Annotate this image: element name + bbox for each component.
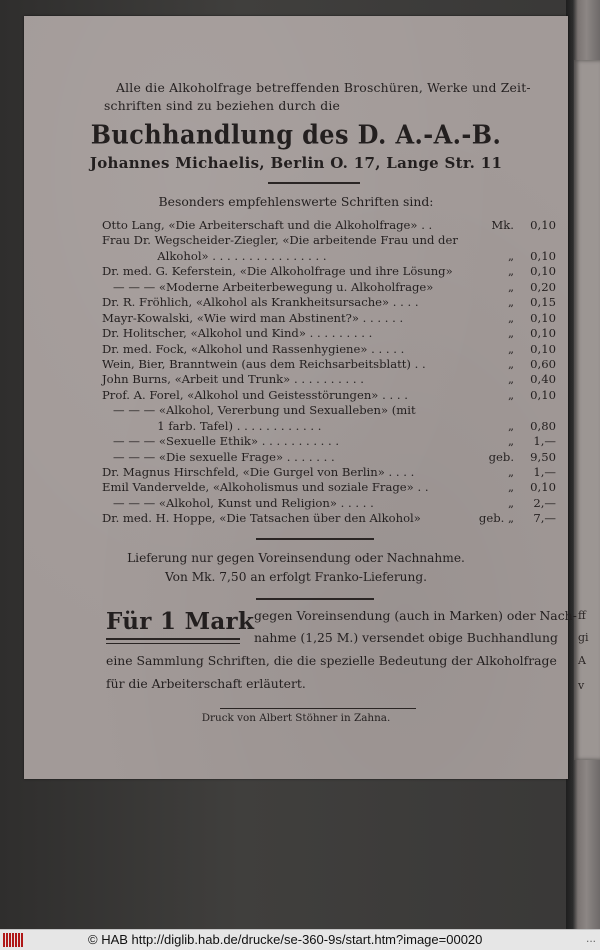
entry-title: — — — «Moderne Arbeiterbewegung u. Alkoholfrage» (102, 279, 434, 294)
entry-price: 0,15 (530, 295, 556, 310)
entry-ditto: „ (507, 264, 514, 279)
entry-title: Emil Vandervelde, «Alkoholismus und soziale Frage» . . (102, 480, 429, 495)
entry-ditto: „ (507, 434, 514, 449)
divider-rule (256, 598, 374, 600)
list-item (102, 465, 558, 480)
entry-ditto: Mk. (491, 218, 514, 232)
list-item (102, 295, 558, 310)
footer-more[interactable]: ... (585, 931, 596, 945)
list-item (102, 249, 558, 264)
entry-price: 0,10 (530, 310, 556, 325)
entry-title: Prof. A. Forel, «Alkohol und Geistesstörungen» . . . . (102, 387, 408, 402)
promo-line-3: eine Sammlung Schriften, die die spezielle Bedeutung der Alkoholfrage (106, 653, 557, 668)
entry-price: 0,40 (530, 372, 556, 387)
entry-title: — — — «Alkohol, Vererbung und Sexualleben» (mit (102, 403, 416, 418)
divider-rule (256, 538, 374, 540)
divider-rule (268, 182, 360, 184)
entry-title: 1 farb. Tafel) . . . . . . . . . . . . (102, 418, 322, 433)
entry-price: 0,10 (530, 341, 556, 356)
entry-title: Mayr-Kowalski, «Wie wird man Abstinent?» . . . . . . (102, 310, 404, 325)
entry-title: Dr. Magnus Hirschfeld, «Die Gurgel von Berlin» . . . . (102, 465, 415, 479)
promo-underline (106, 638, 240, 640)
edge-fragment: gi (578, 631, 589, 644)
entry-title: Wein, Bier, Branntwein (aus dem Reichsarbeitsblatt) . . (102, 356, 426, 371)
entry-price: 0,10 (530, 480, 556, 495)
list-item (102, 233, 558, 248)
list-item (102, 372, 558, 387)
promo-line-2: nahme (1,25 M.) versendet obige Buchhandlung (254, 630, 558, 645)
intro-line-1: Alle die Alkoholfrage betreffenden Broschüren, Werke und Zeit- (116, 80, 531, 95)
adjacent-page-edge (566, 0, 600, 929)
entry-ditto: geb. (488, 449, 514, 464)
hab-logo-icon (3, 933, 23, 947)
list-item (102, 480, 558, 495)
printer-imprint: Druck von Albert Stöhner in Zahna. (201, 712, 391, 724)
entry-ditto: „ (507, 295, 514, 310)
viewer-footer (0, 929, 600, 950)
entry-price: 1,— (533, 434, 556, 449)
entry-title: John Burns, «Arbeit und Trunk» . . . . . . . . . . (102, 372, 364, 387)
list-item (102, 511, 558, 526)
promo-line-4: für die Arbeiterschaft erläutert. (106, 676, 306, 691)
edge-fragment: v (578, 679, 585, 692)
entry-price: 0,20 (530, 279, 556, 294)
list-item (102, 311, 558, 326)
entry-ditto: „ (507, 248, 514, 263)
entry-title: — — — «Sexuelle Ethik» . . . . . . . . . . . (102, 434, 340, 449)
delivery-line-2: Von Mk. 7,50 an erfolgt Franko-Lieferung. (164, 570, 428, 584)
entry-price: 1,— (533, 465, 556, 479)
intro-line-2: schriften sind zu beziehen durch die (104, 98, 341, 113)
entry-price: 0,80 (530, 418, 556, 433)
list-item (102, 403, 558, 418)
footer-source-link[interactable]: © HAB http://diglib.hab.de/drucke/se-360-9s/start.htm?image=00020 (88, 932, 483, 947)
list-item (102, 388, 558, 403)
entry-ditto: „ (507, 326, 514, 341)
entry-title: Frau Dr. Wegscheider-Ziegler, «Die arbeitende Frau und der (102, 233, 458, 248)
entry-price: 7,— (533, 511, 556, 526)
edge-fragment: ff (578, 609, 586, 622)
entry-price: 9,50 (530, 449, 556, 464)
entry-ditto: „ (507, 372, 514, 387)
entry-price: 2,— (533, 495, 556, 510)
entry-price: 0,10 (530, 264, 556, 279)
list-item (102, 218, 558, 233)
section-heading: Besonders empfehlenswerte Schriften sind: (158, 194, 434, 209)
promo-line-1: gegen Voreinsendung (auch in Marken) oder Nach- (254, 608, 577, 623)
bookstore-address: Johannes Michaelis, Berlin O. 17, Lange Str. 11 (89, 154, 503, 172)
entry-ditto: geb. „ (478, 511, 514, 526)
list-item (102, 357, 558, 372)
entry-ditto: „ (507, 356, 514, 371)
entry-ditto: „ (507, 341, 514, 356)
promo-label: Für 1 Mark (106, 608, 255, 635)
entry-ditto: „ (507, 279, 514, 294)
entry-ditto: „ (507, 310, 514, 325)
entry-price: 0,10 (530, 248, 556, 263)
document-page (24, 16, 577, 779)
entry-title: — — — «Die sexuelle Frage» . . . . . . . (102, 449, 335, 464)
list-item (102, 450, 558, 465)
entry-price: 0,10 (530, 326, 556, 341)
list-item (102, 264, 558, 279)
promo-underline (106, 643, 240, 644)
publication-list (102, 218, 558, 527)
edge-fragment: A (578, 654, 586, 667)
entry-ditto: „ (507, 418, 514, 433)
entry-title: Dr. Holitscher, «Alkohol und Kind» . . . . . . . . . (102, 326, 373, 341)
delivery-line-1: Lieferung nur gegen Voreinsendung oder Nachnahme. (127, 551, 465, 565)
entry-title: Dr. med. H. Hoppe, «Die Tatsachen über den Alkohol» (102, 511, 421, 526)
entry-ditto: „ (507, 387, 514, 402)
list-item (102, 496, 558, 511)
list-item (102, 280, 558, 295)
bookstore-title: Buchhandlung des D. A.-A.-B. (90, 118, 502, 151)
entry-price: 0,60 (530, 356, 556, 371)
list-item (102, 434, 558, 449)
entry-title: Otto Lang, «Die Arbeiterschaft und die Alkoholfrage» . . (102, 218, 433, 232)
entry-title: Dr. R. Fröhlich, «Alkohol als Krankheitsursache» . . . . (102, 295, 419, 310)
entry-price: 0,10 (530, 387, 556, 402)
divider-rule (220, 708, 416, 709)
list-item (102, 326, 558, 341)
list-item (102, 419, 558, 434)
entry-title: Dr. med. G. Keferstein, «Die Alkoholfrage und ihre Lösung» (102, 264, 453, 279)
list-item (102, 342, 558, 357)
entry-ditto: „ (507, 480, 514, 495)
entry-title: Alkohol» . . . . . . . . . . . . . . . . (102, 248, 327, 263)
entry-title: Dr. med. Fock, «Alkohol und Rassenhygiene» . . . . . (102, 341, 405, 356)
entry-title: — — — «Alkohol, Kunst und Religion» . . . . . (102, 495, 374, 510)
entry-ditto: „ (507, 495, 514, 510)
entry-price: 0,10 (530, 218, 556, 232)
entry-ditto: „ (507, 465, 514, 479)
